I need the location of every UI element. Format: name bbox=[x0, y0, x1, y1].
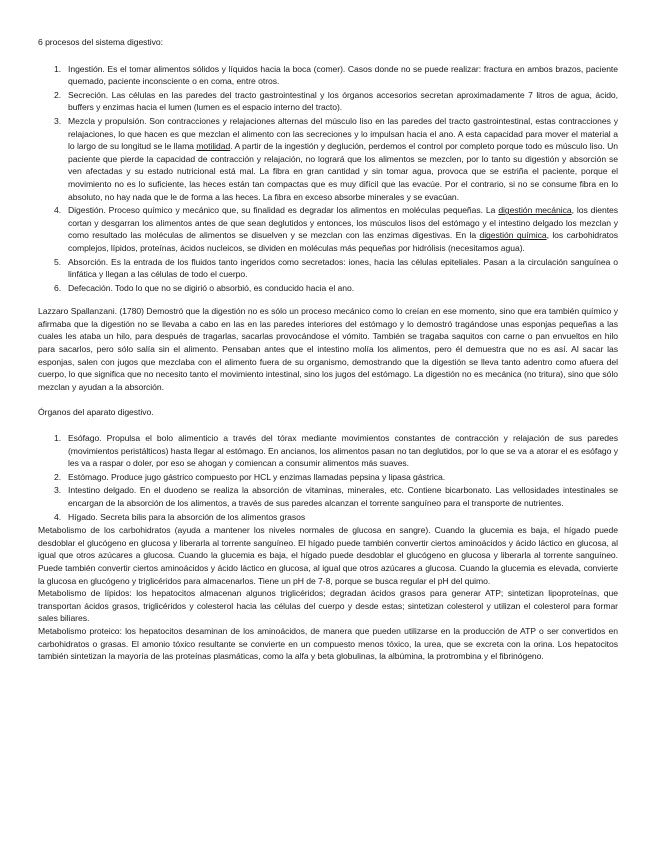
list-number: 5. bbox=[54, 256, 62, 267]
term-motilidad: motilidad bbox=[196, 141, 231, 152]
list-number: 6. bbox=[54, 282, 62, 293]
list-item bbox=[38, 256, 618, 281]
list-item bbox=[38, 511, 618, 524]
heading-organs: Órganos del aparato digestivo. bbox=[38, 407, 154, 418]
list-number: 3. bbox=[54, 115, 62, 126]
organ-liver: Hígado. Secreta bilis para la absorción de los alimentos grasos bbox=[68, 511, 306, 522]
process-digestion-text-cont: , los dientes cortan y desgarran los alimentos antes de que sean deglutidos y entonces, los músculos lisos del estómago y el intestino delgado los mezclan y como resultado las moléculas de alimentos se disuelven y se mezclan con las enzimas digestivas. En la bbox=[68, 205, 619, 241]
list-number: 4. bbox=[54, 205, 62, 216]
paragraph-carbohydrate-metabolism: Metabolismo de los carbohidratos (ayuda a mantener los niveles normales de glucosa en sangre). Cuando la glucemia es baja, el hígado puede desdoblar el glucógeno en glucosa y liberarla al torrente sanguíneo. El hígado puede también convertir ciertos aminoácidos y ácido láctico en glucosa, al igual que otros azúcares a glucosa. Cuando la glucemia es baja, el hígado puede desdoblar el glucógeno en glucosa y liberarla al torrente sanguíneo. Puede también convertir ciertos aminoácidos y ácido láctico en glucosa, al igual que otros azúcares a glucosa. Cuando la glucemia es elevada, convierte la glucosa en glucógeno y triglicéridos para almacenarlos. Tiene un pH de 7-8, porque se busca regular el pH del quimo. bbox=[38, 525, 618, 586]
paragraph-spallanzani: Lazzaro Spallanzani. (1780) Demostró que la digestión no es sólo un proceso mecánico como lo creían en ese momento, sino que era también químico y afirmaba que la digestión no se llevaba a cabo en las en las paredes interiores del estómago y lo demostró tragándose unas esponjas pequeñas a las cuales les ataba un hilo, para después de tragarlas, sacarlas provocándose el vómito. También se tragaba saquitos con carne o pan envueltos en hilo para sacarlos, pero sólo salía sin el alimento. Pensaban antes que el intestino molía los alimentos, pero él demuestra que no es así. Al sacar las esponjas, salen con jugos que mezclaba con el alimento fuera de su organismo, demostrando que la digestión se lleva tanto adentro como afuera del cuerpo, lo que significa que no necesito tanto el movimiento intestinal, sino los jugos del estómago. La digestión no es mecánica (no tritura), sino que sólo mezclan y ayudan a la absorción. bbox=[38, 306, 618, 392]
process-defecation: Defecación. Todo lo que no se digirió o absorbió, es conducido hacia el ano. bbox=[68, 282, 355, 293]
paragraph-protein-metabolism: Metabolismo proteico: los hepatocitos desaminan de los aminoácidos, de manera que pueden utilizarse en la producción de ATP o ser convertidos en carbohidratos o grasas. El amonio tóxico resultante se convierte en un compuesto menos tóxico, la urea, que se excreta con la orina. Los hepatocitos también sintetizan la mayoría de las proteínas plasmáticas, como la alfa y beta globulinas, la albúmina, la protrombina y el fibrinógeno. bbox=[38, 625, 618, 662]
list-item bbox=[38, 282, 618, 295]
list-number: 1. bbox=[54, 63, 62, 74]
list-item bbox=[38, 63, 618, 88]
list-number: 3. bbox=[54, 485, 62, 496]
list-item bbox=[38, 484, 618, 509]
paragraph-lipid-metabolism: Metabolismo de lípidos: los hepatocitos almacenan algunos triglicéridos; degradan ácidos grasos para generar ATP; sintetizan lipoproteínas, que transportan ácidos grasos, triglicéridos y colesterol hacia las células del cuerpo y desde estas; sintetizan colesterol y utilizan el colesterol para formar sales biliares. bbox=[38, 588, 618, 624]
process-mixing-text-cont: . A partir de la ingestión y deglución, perdemos el control por completo porque todo es músculo liso. Un paciente que pierde la capacidad de contracción y relajación, no logrará que los alimentos se mezclen, por lo tanto su digestión y absorción se ven afectadas y su estado nutricional está mal. La fibra en gran cantidad y sin tomar agua, provoca que se estriña el paciente, porque el movimiento no es lo suficiente, las heces están tan compactas que es muy difícil que las evacúe. Por el contrario, si no se consume fibra en lo absoluto, no hay nada que le de forma a las heces. La fibra en exceso absorbe minerales y se evacúan. bbox=[68, 141, 618, 202]
process-ingestion: Ingestión. Es el tomar alimentos sólidos y líquidos hacia la boca (comer). Casos donde no se puede realizar: fractura en ambos brazos, paciente quemado, paciente inconsciente o en coma, entre otros. bbox=[68, 63, 618, 87]
list-item bbox=[38, 89, 618, 114]
process-mixing-text: Mezcla y propulsión. Son contracciones y relajaciones alternas del músculo liso en las paredes del tracto gastrointestinal, estas contracciones y relajaciones, lo que hacen es que mezclan el alimento con las secreciones y lo impulsan hacia el ano. A esta capacidad para mover el material a lo largo de su longitud se le llama bbox=[68, 115, 618, 152]
term-digestion-quimica: digestión química bbox=[479, 230, 547, 241]
process-absorption: Absorción. Es la entrada de los fluidos tanto ingeridos como secretados: iones, hacia las células epiteliales. Pasan a la circulación sanguínea o linfática y llegan a las células de todo el cuerpo. bbox=[68, 256, 618, 280]
list-item bbox=[38, 204, 618, 254]
document-page bbox=[38, 36, 618, 663]
term-digestion-mecanica: digestión mecánica bbox=[498, 205, 572, 216]
processes-list bbox=[38, 63, 618, 295]
list-item bbox=[38, 471, 618, 484]
list-item bbox=[38, 115, 618, 203]
list-number: 4. bbox=[54, 511, 62, 522]
organ-stomach: Estómago. Produce jugo gástrico compuesto por HCL y enzimas llamadas pepsina y lipasa gástrica. bbox=[68, 471, 446, 482]
process-digestion-text: Digestión. Proceso químico y mecánico que, su finalidad es degradar los alimentos en moléculas pequeñas. La bbox=[68, 205, 499, 216]
list-item bbox=[38, 432, 618, 470]
heading-processes: 6 procesos del sistema digestivo: bbox=[38, 37, 163, 47]
organ-esophagus: Esófago. Propulsa el bolo alimenticio a través del tórax mediante movimientos constantes de contracción y relajación de sus paredes (movimientos peristálticos) hasta llegar al estómago. En ancianos, los alimentos pasan no tan deglutidos, por lo que se va a atorar el es esófago y les va a raspar o doler, por eso se ahogan y comiencan a consumir alimentos más suaves. bbox=[68, 433, 618, 469]
list-number: 2. bbox=[54, 89, 62, 100]
list-number: 2. bbox=[54, 471, 62, 482]
process-secretion: Secreción. Las células en las paredes del tracto gastrointestinal y los órganos accesorios secretan aproximadamente 7 litros de agua, ácido, buffers y enzimas hacia el lumen (lumen es el espacio interno del tracto). bbox=[68, 89, 618, 113]
list-number: 1. bbox=[54, 433, 62, 444]
process-digestion-text-end: , los carbohidratos complejos, lípidos, proteínas, ácidos nucleicos, se dividen en moléculas más pequeñas por hidrólisis (necesitamos agua). bbox=[68, 230, 618, 253]
organ-small-intestine: Intestino delgado. En el duodeno se realiza la absorción de vitaminas, minerales, etc. Contiene bicarbonato. Las vellosidades intestinales se encargan de la absorción de los alimentos, a través de sus paredes alcanzan el torrente sanguíneo para el transporte de nutrientes. bbox=[68, 485, 618, 508]
organs-list bbox=[38, 432, 618, 523]
